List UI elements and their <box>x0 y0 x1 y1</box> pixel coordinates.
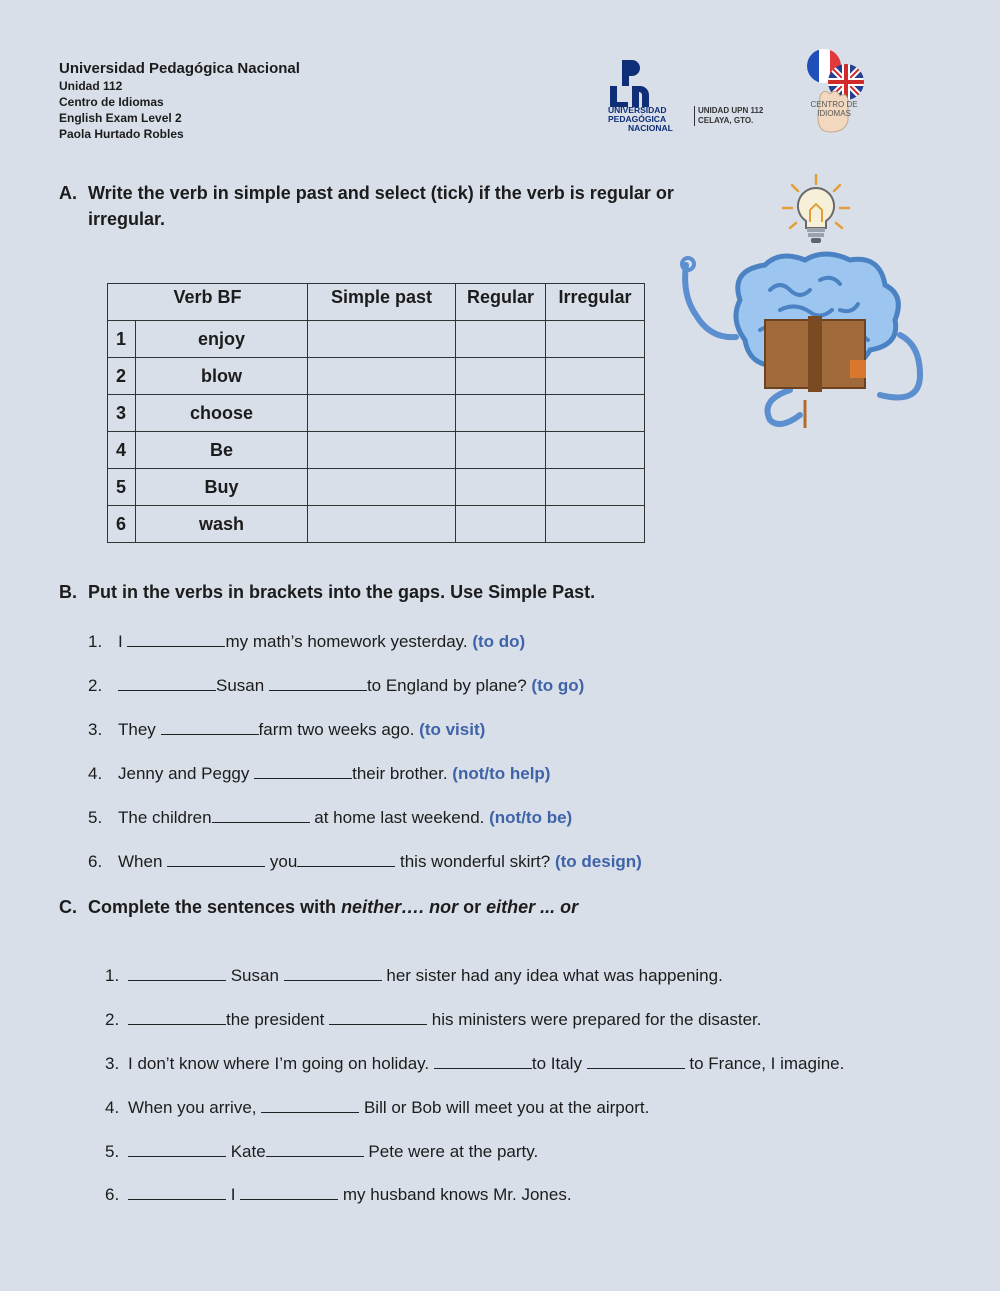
list-item <box>88 808 572 828</box>
item-number: 1. <box>88 632 103 651</box>
unit-name: Unidad 112 <box>59 79 123 93</box>
item-text: Kate <box>226 1142 266 1161</box>
list-item <box>88 632 525 652</box>
simple-past-cell[interactable] <box>308 358 456 395</box>
verb-hint: (to go) <box>531 676 585 695</box>
row-verb: wash <box>136 506 308 543</box>
section-c-letter: C. <box>59 897 77 917</box>
item-text: The children <box>118 808 212 827</box>
row-verb: enjoy <box>136 321 308 358</box>
item-text: I <box>118 632 128 651</box>
table-row <box>108 432 645 469</box>
answer-blank[interactable] <box>167 866 265 867</box>
list-item <box>105 966 723 986</box>
list-item <box>105 1185 572 1205</box>
item-text: my husband knows Mr. Jones. <box>338 1185 572 1204</box>
item-number: 5. <box>88 808 103 827</box>
table-row <box>108 395 645 432</box>
regular-tick-cell[interactable] <box>456 321 546 358</box>
answer-blank[interactable] <box>212 822 310 823</box>
answer-blank[interactable] <box>284 980 382 981</box>
regular-tick-cell[interactable] <box>456 506 546 543</box>
upn-unit-2: CELAYA, GTO. <box>698 116 754 125</box>
answer-blank[interactable] <box>254 778 352 779</box>
row-verb: Buy <box>136 469 308 506</box>
row-number: 4 <box>108 432 136 469</box>
header-verb-bf: Verb BF <box>108 284 308 321</box>
simple-past-cell[interactable] <box>308 469 456 506</box>
item-number: 2. <box>88 676 103 695</box>
item-text: When you arrive, <box>128 1098 262 1117</box>
table-row <box>108 358 645 395</box>
table-row <box>108 469 645 506</box>
list-item <box>88 676 584 696</box>
row-number: 2 <box>108 358 136 395</box>
regular-tick-cell[interactable] <box>456 432 546 469</box>
answer-blank[interactable] <box>269 690 367 691</box>
item-number: 2. <box>105 1010 120 1029</box>
item-text: I <box>226 1185 241 1204</box>
answer-blank[interactable] <box>127 646 225 647</box>
irregular-tick-cell[interactable] <box>546 358 645 395</box>
upn-word-2: PEDAGÓGICA <box>608 114 667 124</box>
cdi-word-2: IDIOMAS <box>817 109 851 118</box>
upn-wordmark <box>608 106 673 133</box>
verb-table <box>107 283 645 543</box>
answer-blank[interactable] <box>161 734 259 735</box>
header-simple-past: Simple past <box>308 284 456 321</box>
list-item <box>88 720 485 740</box>
section-c-instruction-pre: Complete the sentences with <box>88 897 342 917</box>
teacher-name: Paola Hurtado Robles <box>59 127 184 141</box>
header-irregular: Irregular <box>546 284 645 321</box>
item-text: farm two weeks ago. <box>258 720 420 739</box>
simple-past-cell[interactable] <box>308 395 456 432</box>
item-text: to Italy <box>531 1054 587 1073</box>
row-number: 6 <box>108 506 136 543</box>
section-a-heading <box>59 180 749 232</box>
table-row <box>108 506 645 543</box>
answer-blank[interactable] <box>329 1024 427 1025</box>
item-number: 6. <box>88 852 103 871</box>
item-text: Jenny and Peggy <box>118 764 255 783</box>
language-center-logo <box>802 48 868 136</box>
table-header-row <box>108 284 645 321</box>
item-text: you <box>265 852 298 871</box>
header-regular: Regular <box>456 284 546 321</box>
answer-blank[interactable] <box>266 1156 364 1157</box>
item-number: 1. <box>105 966 120 985</box>
answer-blank[interactable] <box>128 980 226 981</box>
irregular-tick-cell[interactable] <box>546 321 645 358</box>
item-text: their brother. <box>352 764 453 783</box>
section-b-instruction: Put in the verbs in brackets into the gaps. Use Simple Past. <box>88 582 596 602</box>
answer-blank[interactable] <box>128 1156 226 1157</box>
upn-logo <box>608 58 778 138</box>
answer-blank[interactable] <box>128 1024 226 1025</box>
upn-word-3: NACIONAL <box>628 123 673 133</box>
upn-unit-label <box>694 106 763 126</box>
verb-hint: (not/to help) <box>452 764 551 783</box>
exam-name: English Exam Level 2 <box>59 111 182 125</box>
upn-word-1: UNIVERSIDAD <box>608 105 667 115</box>
simple-past-cell[interactable] <box>308 432 456 469</box>
item-text: They <box>118 720 161 739</box>
center-name: Centro de Idiomas <box>59 95 164 109</box>
item-number: 3. <box>88 720 103 739</box>
item-number: 5. <box>105 1142 120 1161</box>
answer-blank[interactable] <box>240 1199 338 1200</box>
row-number: 1 <box>108 321 136 358</box>
row-number: 3 <box>108 395 136 432</box>
item-text: at home last weekend. <box>309 808 490 827</box>
item-text: this wonderful skirt? <box>395 852 555 871</box>
verb-hint: (not/to be) <box>489 808 573 827</box>
answer-blank[interactable] <box>118 690 216 691</box>
section-c-instruction-em1: neither…. nor <box>341 897 459 917</box>
lightbulb-icon <box>780 172 852 246</box>
item-text: his ministers were prepared for the disaster. <box>427 1010 762 1029</box>
item-text: I don’t know where I’m going on holiday. <box>128 1054 434 1073</box>
irregular-tick-cell[interactable] <box>546 395 645 432</box>
section-c-instruction-mid: or <box>458 897 487 917</box>
list-item <box>88 852 642 872</box>
item-number: 6. <box>105 1185 120 1204</box>
row-verb: blow <box>136 358 308 395</box>
item-text: Susan <box>216 676 269 695</box>
regular-tick-cell[interactable] <box>456 469 546 506</box>
item-text: Pete were at the party. <box>363 1142 539 1161</box>
item-text: to England by plane? <box>366 676 532 695</box>
simple-past-cell[interactable] <box>308 506 456 543</box>
irregular-tick-cell[interactable] <box>546 506 645 543</box>
list-item <box>105 1142 538 1162</box>
cdi-word-1: CENTRO DE <box>810 100 858 109</box>
upn-mark-icon <box>608 58 654 110</box>
verb-hint: (to do) <box>472 632 526 651</box>
section-c-instruction-em2: either ... or <box>486 897 579 917</box>
upn-unit-1: UNIDAD UPN 112 <box>698 106 764 115</box>
item-text: Bill or Bob will meet you at the airport. <box>359 1098 650 1117</box>
list-item <box>105 1010 762 1030</box>
header-block <box>59 60 300 142</box>
item-text: my math’s homework yesterday. <box>225 632 473 651</box>
irregular-tick-cell[interactable] <box>546 432 645 469</box>
list-item <box>105 1054 844 1074</box>
brain-book-icon <box>680 250 925 435</box>
item-number: 3. <box>105 1054 120 1073</box>
irregular-tick-cell[interactable] <box>546 469 645 506</box>
section-a-instruction-2: irregular. <box>88 209 166 229</box>
simple-past-cell[interactable] <box>308 321 456 358</box>
list-item <box>88 764 550 784</box>
regular-tick-cell[interactable] <box>456 358 546 395</box>
item-number: 4. <box>88 764 103 783</box>
section-a-instruction-1: Write the verb in simple past and select (tick) if the verb is regular or <box>88 183 674 203</box>
language-center-label <box>804 100 864 118</box>
section-b-letter: B. <box>59 582 77 602</box>
section-a-letter: A. <box>59 183 77 203</box>
row-verb: Be <box>136 432 308 469</box>
item-number: 4. <box>105 1098 120 1117</box>
item-text: Susan <box>226 966 284 985</box>
row-number: 5 <box>108 469 136 506</box>
flags-icon <box>802 48 868 136</box>
item-text: the president <box>226 1010 330 1029</box>
verb-hint: (to visit) <box>419 720 486 739</box>
answer-blank[interactable] <box>128 1199 226 1200</box>
university-name: Universidad Pedagógica Nacional <box>59 60 300 77</box>
list-item <box>105 1098 649 1118</box>
item-text: to France, I imagine. <box>684 1054 845 1073</box>
section-b-heading <box>59 582 595 603</box>
table-row <box>108 321 645 358</box>
row-verb: choose <box>136 395 308 432</box>
answer-blank[interactable] <box>587 1068 685 1069</box>
answer-blank[interactable] <box>434 1068 532 1069</box>
item-text: When <box>118 852 168 871</box>
regular-tick-cell[interactable] <box>456 395 546 432</box>
answer-blank[interactable] <box>297 866 395 867</box>
verb-hint: (to design) <box>554 852 642 871</box>
item-text: her sister had any idea what was happening. <box>381 966 723 985</box>
answer-blank[interactable] <box>261 1112 359 1113</box>
section-c-heading <box>59 897 578 918</box>
